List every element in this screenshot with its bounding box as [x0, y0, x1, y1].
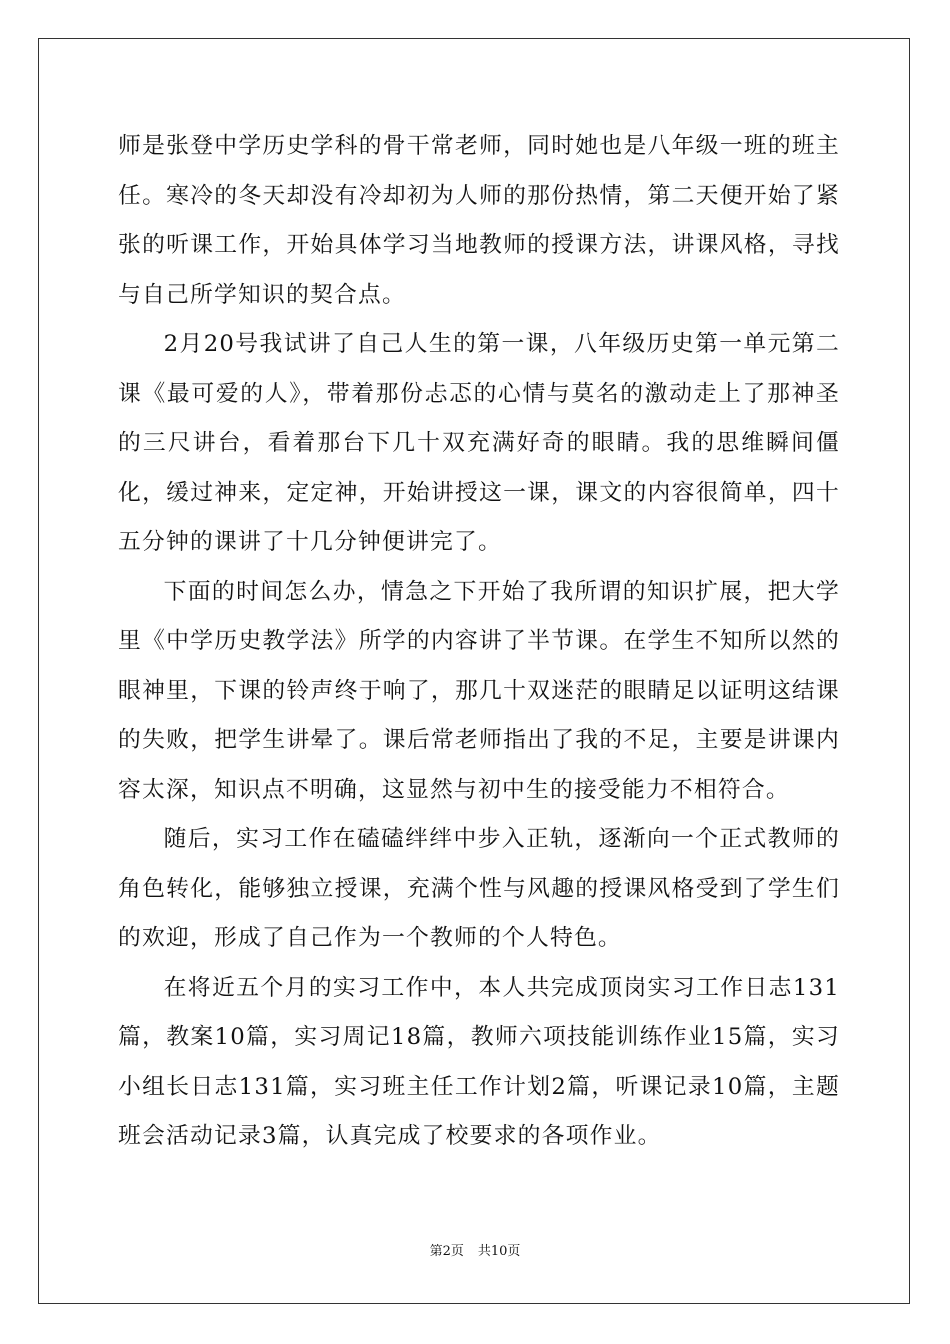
document-body	[118, 122, 840, 1162]
page-number: 第2页	[429, 1244, 464, 1259]
paragraph: 下面的时间怎么办，情急之下开始了我所谓的知识扩展，把大学里《中学历史教学法》所学的内容讲了半节课。在学生不知所以然的眼神里，下课的铃声终于响了，那几十双迷茫的眼睛足以证明这结课的失败，把学生讲晕了。课后常老师指出了我的不足，主要是讲课内容太深，知识点不明确，这显然与初中生的接受能力不相符合。	[118, 578, 840, 803]
paragraph: 随后，实习工作在磕磕绊绊中步入正轨，逐渐向一个正式教师的角色转化，能够独立授课，充满个性与风趣的授课风格受到了学生们的欢迎，形成了自己作为一个教师的个人特色。	[118, 826, 840, 951]
page-footer	[0, 1240, 950, 1259]
page-total: 共10页	[477, 1244, 521, 1259]
paragraph: 2月20号我试讲了自己人生的第一课，八年级历史第一单元第二课《最可爱的人》，带着那份忐忑的心情与莫名的激动走上了那神圣的三尺讲台，看着那台下几十双充满好奇的眼睛。我的思维瞬间僵化，缓过神来，定定神，开始讲授这一课，课文的内容很简单，四十五分钟的课讲了十几分钟便讲完了。	[118, 331, 840, 555]
paragraph: 师是张登中学历史学科的骨干常老师，同时她也是八年级一班的班主任。寒冷的冬天却没有冷却初为人师的那份热情，第二天便开始了紧张的听课工作，开始具体学习当地教师的授课方法，讲课风格，寻找与自己所学知识的契合点。	[118, 133, 840, 308]
paragraph: 在将近五个月的实习工作中，本人共完成顶岗实习工作日志131篇，教案10篇，实习周记18篇，教师六项技能训练作业15篇，实习小组长日志131篇，实习班主任工作计划2篇，听课记录10篇，主题班会活动记录3篇，认真完成了校要求的各项作业。	[118, 974, 840, 1149]
